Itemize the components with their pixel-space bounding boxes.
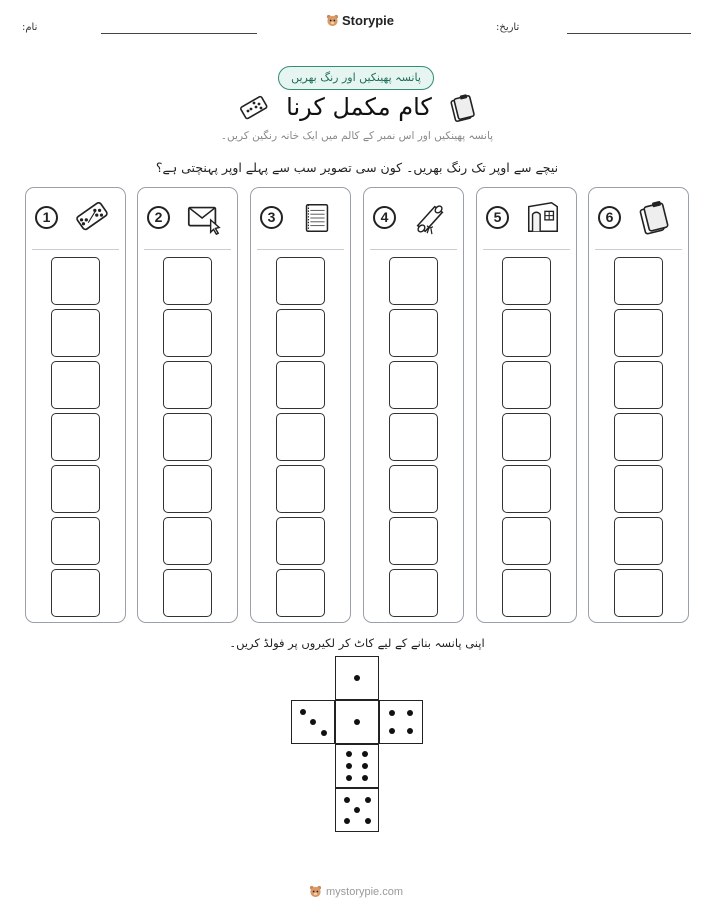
color-box[interactable] bbox=[614, 465, 663, 513]
color-box[interactable] bbox=[163, 361, 212, 409]
brand-name: Storypie bbox=[342, 13, 395, 28]
color-box[interactable] bbox=[502, 413, 551, 461]
date-line[interactable] bbox=[567, 33, 691, 34]
clipboard-icon bbox=[634, 199, 676, 237]
color-box[interactable] bbox=[276, 517, 325, 565]
bear-logo-icon bbox=[326, 14, 339, 27]
question: نیچے سے اوپر تک رنگ بھریں۔ کون سی تصویر سب سے پہلے اوپر پہنچتی ہے؟ bbox=[155, 160, 559, 175]
color-box[interactable] bbox=[389, 413, 438, 461]
column-number: 5 bbox=[486, 206, 509, 229]
column-2 bbox=[137, 187, 238, 623]
color-box[interactable] bbox=[163, 309, 212, 357]
die-pip bbox=[365, 818, 371, 824]
color-box[interactable] bbox=[51, 517, 100, 565]
door-window-icon bbox=[522, 199, 564, 237]
die-pip bbox=[362, 775, 368, 781]
column-divider bbox=[144, 249, 231, 250]
color-box[interactable] bbox=[163, 465, 212, 513]
color-box[interactable] bbox=[163, 257, 212, 305]
color-box[interactable] bbox=[502, 569, 551, 617]
clipboard-icon bbox=[449, 94, 475, 122]
column-1 bbox=[25, 187, 126, 623]
column-3 bbox=[250, 187, 351, 623]
die-pip bbox=[365, 797, 371, 803]
color-box[interactable] bbox=[389, 257, 438, 305]
color-box[interactable] bbox=[163, 413, 212, 461]
die-pip bbox=[344, 818, 350, 824]
die-pip bbox=[321, 730, 327, 736]
color-box[interactable] bbox=[614, 413, 663, 461]
column-divider bbox=[370, 249, 457, 250]
color-box[interactable] bbox=[502, 257, 551, 305]
color-box[interactable] bbox=[502, 361, 551, 409]
die-pip bbox=[310, 719, 316, 725]
die-pip bbox=[407, 728, 413, 734]
color-box[interactable] bbox=[163, 517, 212, 565]
page-title bbox=[0, 93, 714, 122]
color-box[interactable] bbox=[389, 309, 438, 357]
column-number: 3 bbox=[260, 206, 283, 229]
column-6 bbox=[588, 187, 689, 623]
die-face-1 bbox=[335, 700, 379, 744]
color-box[interactable] bbox=[502, 465, 551, 513]
date-label: تاریخ: bbox=[496, 22, 520, 33]
scroll-icon bbox=[409, 199, 451, 237]
column-divider bbox=[32, 249, 119, 250]
color-box[interactable] bbox=[276, 361, 325, 409]
die-face-4 bbox=[379, 700, 423, 744]
column-divider bbox=[595, 249, 682, 250]
color-box[interactable] bbox=[389, 517, 438, 565]
color-box[interactable] bbox=[502, 517, 551, 565]
color-box[interactable] bbox=[614, 257, 663, 305]
die-pip bbox=[354, 807, 360, 813]
die-pip bbox=[407, 710, 413, 716]
color-box[interactable] bbox=[276, 465, 325, 513]
die-face-3 bbox=[291, 700, 335, 744]
color-box[interactable] bbox=[276, 309, 325, 357]
cut-instruction: اپنی پانسہ بنانے کے لیے کاٹ کر لکیروں پر فولڈ کریں۔ bbox=[229, 636, 485, 650]
color-box[interactable] bbox=[502, 309, 551, 357]
color-box[interactable] bbox=[276, 257, 325, 305]
color-box[interactable] bbox=[51, 569, 100, 617]
color-box[interactable] bbox=[51, 465, 100, 513]
color-box[interactable] bbox=[614, 309, 663, 357]
column-number: 4 bbox=[373, 206, 396, 229]
domino-icon bbox=[71, 199, 113, 237]
die-pip bbox=[354, 675, 360, 681]
color-box[interactable] bbox=[389, 569, 438, 617]
die-pip bbox=[346, 775, 352, 781]
color-box[interactable] bbox=[51, 413, 100, 461]
column-number: 1 bbox=[35, 206, 58, 229]
color-box[interactable] bbox=[51, 361, 100, 409]
column-divider bbox=[257, 249, 344, 250]
color-box[interactable] bbox=[276, 569, 325, 617]
column-number: 2 bbox=[147, 206, 170, 229]
die-face-1 bbox=[335, 656, 379, 700]
page-title-text: کام مکمل کرنا bbox=[286, 93, 432, 121]
die-pip bbox=[362, 751, 368, 757]
color-box[interactable] bbox=[614, 517, 663, 565]
die-face-6 bbox=[335, 744, 379, 788]
color-box[interactable] bbox=[389, 465, 438, 513]
name-label: نام: bbox=[22, 22, 38, 33]
color-box[interactable] bbox=[51, 257, 100, 305]
die-pip bbox=[354, 719, 360, 725]
die-pip bbox=[389, 710, 395, 716]
die-pip bbox=[346, 763, 352, 769]
die-pip bbox=[300, 709, 306, 715]
activity-tag: پانسہ پھینکیں اور رنگ بھریں bbox=[278, 66, 434, 90]
color-box[interactable] bbox=[163, 569, 212, 617]
footer-url: mystorypie.com bbox=[326, 885, 404, 898]
die-pip bbox=[389, 728, 395, 734]
color-box[interactable] bbox=[614, 569, 663, 617]
column-5 bbox=[476, 187, 577, 623]
subtitle: پانسہ پھینکیں اور اس نمبر کے کالم میں ایک خانہ رنگین کریں۔ bbox=[220, 130, 494, 142]
column-4 bbox=[363, 187, 464, 623]
name-line[interactable] bbox=[101, 33, 257, 34]
die-pip bbox=[346, 751, 352, 757]
envelope-cursor-icon bbox=[183, 199, 225, 237]
color-box[interactable] bbox=[51, 309, 100, 357]
die-pip bbox=[344, 797, 350, 803]
bear-footer-icon bbox=[309, 885, 322, 898]
color-box[interactable] bbox=[389, 361, 438, 409]
column-number: 6 bbox=[598, 206, 621, 229]
color-box[interactable] bbox=[276, 413, 325, 461]
die-face-5 bbox=[335, 788, 379, 832]
die-pip bbox=[362, 763, 368, 769]
footer bbox=[309, 885, 403, 898]
column-divider bbox=[483, 249, 570, 250]
storypie-logo bbox=[326, 13, 394, 28]
color-box[interactable] bbox=[614, 361, 663, 409]
domino-icon bbox=[239, 95, 269, 121]
notepad-icon bbox=[296, 199, 338, 237]
